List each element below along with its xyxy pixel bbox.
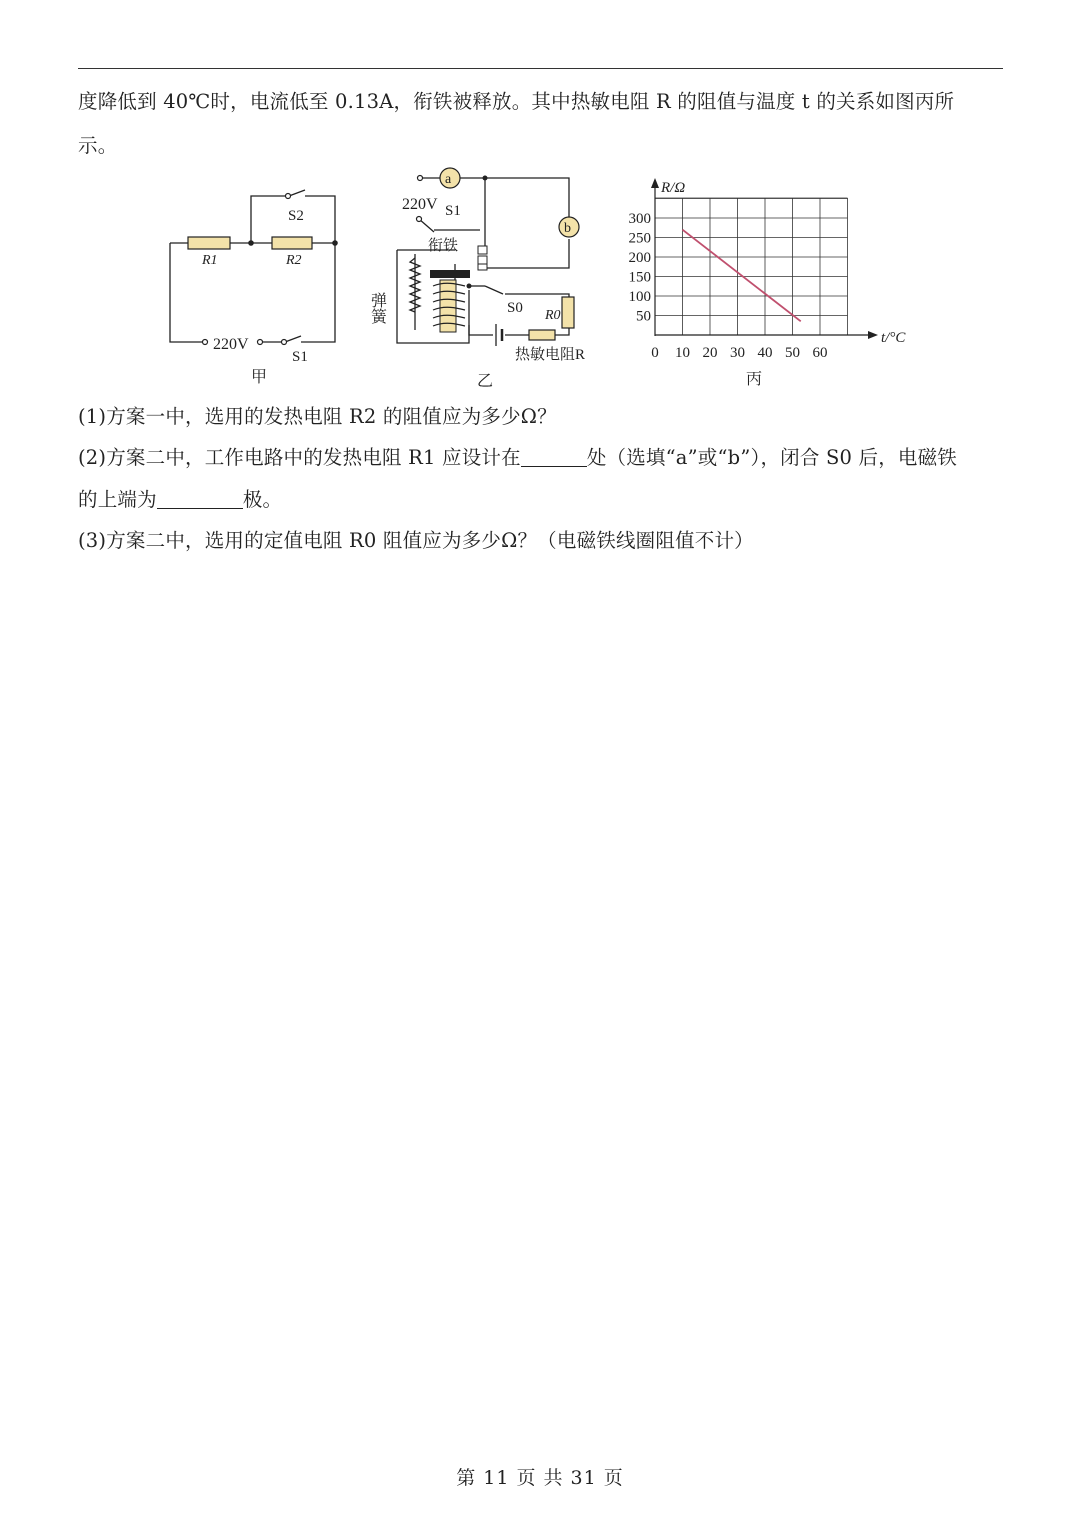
question-2-text-c: 的上端为 <box>78 488 157 511</box>
x-tick-label: 30 <box>730 345 745 361</box>
x-tick-label: 0 <box>651 345 659 361</box>
label-r2: R2 <box>286 253 302 268</box>
x-axis-arrow <box>868 331 878 339</box>
label-armature: 衔铁 <box>428 238 459 254</box>
question-1: (1)方案一中，选用的发热电阻 R2 的阻值应为多少Ω？ <box>78 405 557 428</box>
question-2-text-d: 极。 <box>242 488 283 511</box>
label-voltage: 220V <box>402 196 438 213</box>
label-r0: R0 <box>545 308 561 323</box>
x-tick-label: 40 <box>757 345 773 361</box>
answer-blank-2[interactable] <box>157 490 243 509</box>
chart-bing <box>620 172 920 367</box>
label-s2: S2 <box>288 208 304 224</box>
label-s0: S0 <box>507 300 523 316</box>
label-s1: S1 <box>292 349 308 365</box>
x-tick-label: 20 <box>702 345 718 361</box>
caption-yi: 乙 <box>477 371 494 390</box>
label-spring: 弹簧 <box>368 292 386 324</box>
x-tick-label: 10 <box>675 345 690 361</box>
answer-blank-1[interactable] <box>521 448 587 467</box>
x-tick-label: 50 <box>785 345 800 361</box>
y-tick-label: 300 <box>628 211 651 227</box>
label-voltage: 220V <box>213 336 249 353</box>
y-axis-label: R/Ω <box>661 180 686 196</box>
page-footer: 第 11 页 共 31 页 <box>456 1467 624 1489</box>
question-2-line-2 <box>78 484 1008 512</box>
caption-bing: 丙 <box>746 369 763 388</box>
x-axis-label: t/°C <box>881 330 906 346</box>
circuit-yi <box>368 160 590 370</box>
question-2-line-1 <box>78 442 1008 470</box>
y-tick-label: 50 <box>636 308 651 325</box>
y-tick-label: 200 <box>628 250 651 266</box>
y-tick-label: 250 <box>628 230 651 247</box>
intro-line-1: 度降低到 40℃时，电流低至 0.13A，衔铁被释放。其中热敏电阻 R 的阻值与温度 t 的关系如图丙所 <box>78 90 955 113</box>
label-r1: R1 <box>202 253 218 268</box>
y-tick-label: 100 <box>628 289 651 305</box>
circuit-jia <box>160 180 360 370</box>
label-thermistor: 热敏电阻R <box>515 347 586 363</box>
question-3: (3)方案二中，选用的定值电阻 R0 阻值应为多少Ω？（电磁铁线圈阻值不计） <box>78 529 754 552</box>
x-tick-label: 60 <box>812 345 828 361</box>
label-s1: S1 <box>445 203 461 219</box>
question-2-text-a: (2)方案二中，工作电路中的发热电阻 R1 应设计在 <box>78 446 521 469</box>
label-a: a <box>445 172 452 187</box>
top-rule <box>78 68 1003 69</box>
intro-line-2: 示。 <box>78 134 118 157</box>
caption-jia: 甲 <box>251 367 268 386</box>
y-tick-label: 150 <box>628 269 651 286</box>
series-line <box>683 230 801 322</box>
label-b: b <box>564 221 571 236</box>
y-axis-arrow <box>651 178 659 188</box>
question-2-text-b: 处（选填“a”或“b”），闭合 S0 后，电磁铁 <box>586 446 958 469</box>
